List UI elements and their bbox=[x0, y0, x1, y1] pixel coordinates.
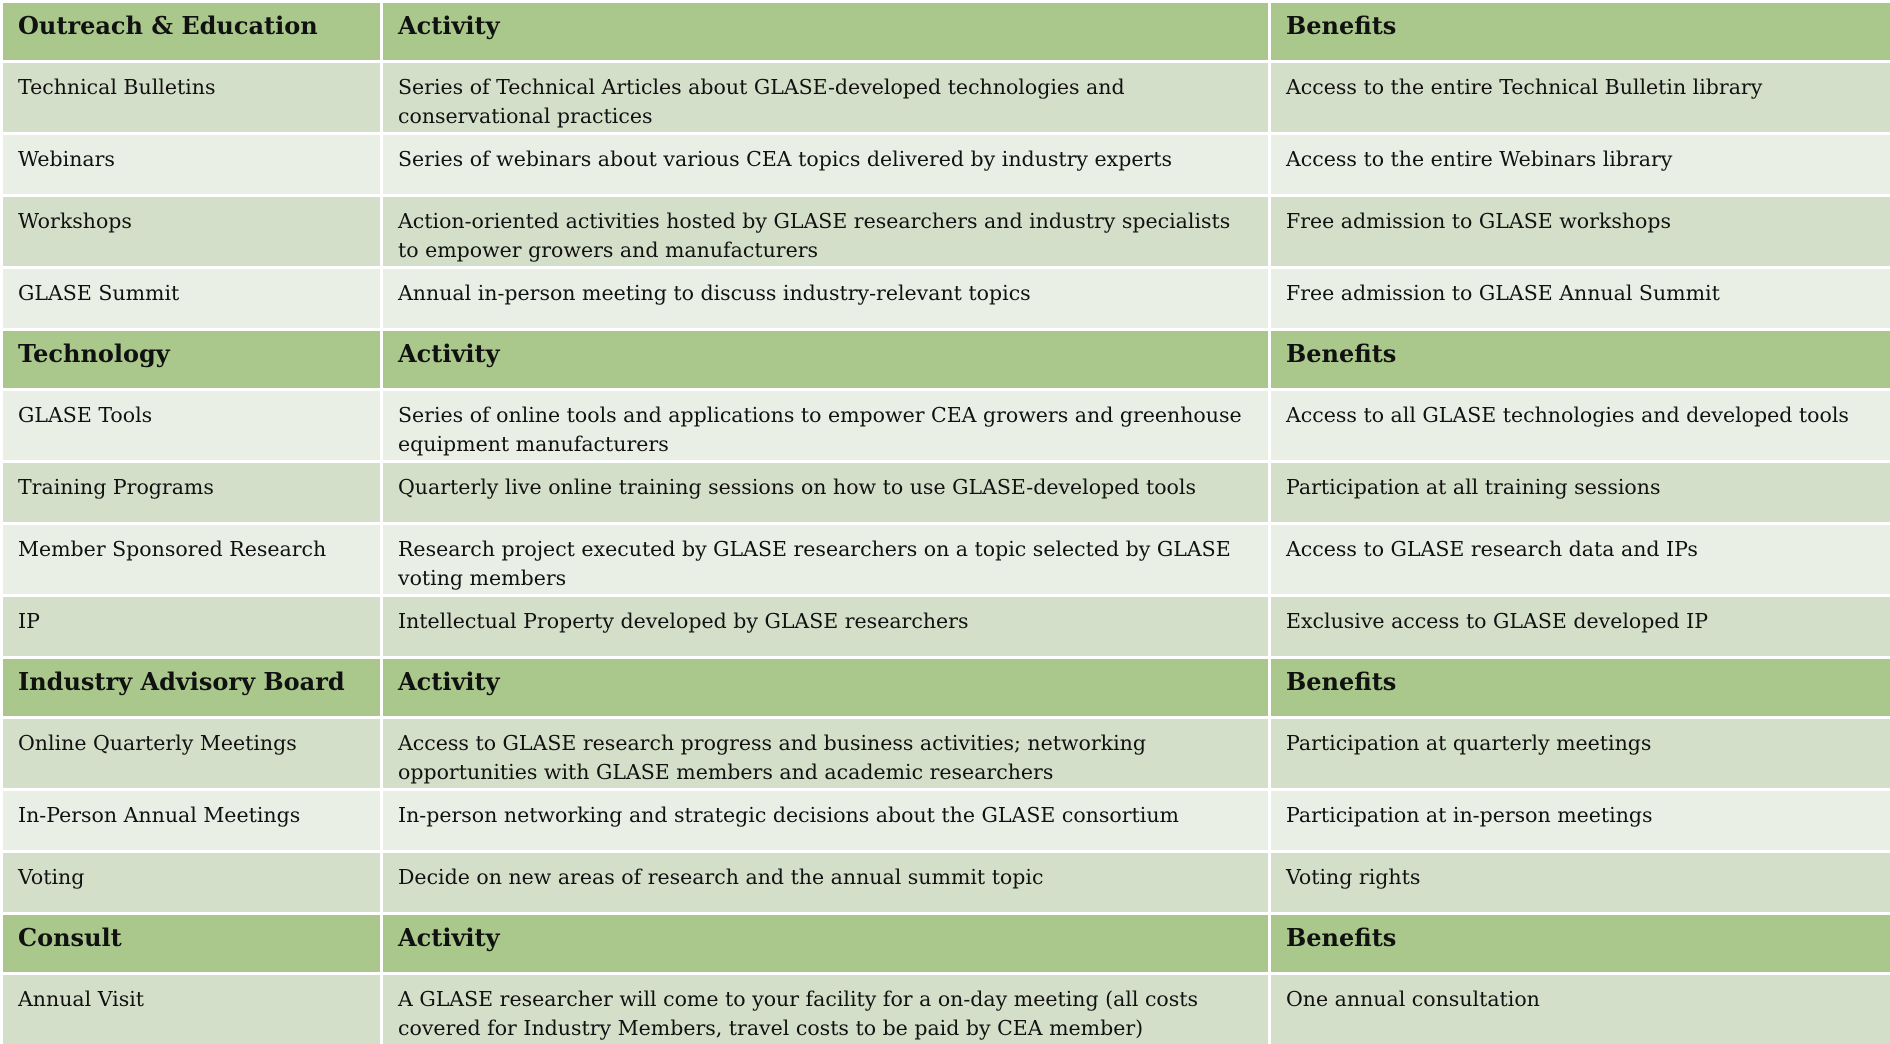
table-row bbox=[2, 62, 1890, 134]
table-row bbox=[2, 134, 1890, 196]
table-row bbox=[2, 974, 1890, 1044]
row-activity: Access to GLASE research progress and business activities; networking opportunities with GLASE members and academic researchers bbox=[382, 718, 1270, 790]
section-title: Technology bbox=[2, 330, 382, 390]
table-row bbox=[2, 718, 1890, 790]
column-header-activity: Activity bbox=[382, 658, 1270, 718]
section-title: Consult bbox=[2, 914, 382, 974]
table-row bbox=[2, 268, 1890, 330]
row-activity: Series of Technical Articles about GLASE-developed technologies and conservational practices bbox=[382, 62, 1270, 134]
row-activity: In-person networking and strategic decisions about the GLASE consortium bbox=[382, 790, 1270, 852]
column-header-benefits: Benefits bbox=[1270, 658, 1890, 718]
row-name: GLASE Summit bbox=[2, 268, 382, 330]
table-row bbox=[2, 852, 1890, 914]
row-activity: Quarterly live online training sessions on how to use GLASE-developed tools bbox=[382, 462, 1270, 524]
row-name: In-Person Annual Meetings bbox=[2, 790, 382, 852]
row-benefits: Free admission to GLASE workshops bbox=[1270, 196, 1890, 268]
table-row bbox=[2, 524, 1890, 596]
row-name: Webinars bbox=[2, 134, 382, 196]
row-activity: A GLASE researcher will come to your facility for a on-day meeting (all costs covered for Industry Members, travel costs to be paid by CEA member) bbox=[382, 974, 1270, 1044]
row-benefits: Exclusive access to GLASE developed IP bbox=[1270, 596, 1890, 658]
row-name: Member Sponsored Research bbox=[2, 524, 382, 596]
section-header-technology bbox=[2, 330, 1890, 390]
column-header-activity: Activity bbox=[382, 330, 1270, 390]
table-row bbox=[2, 462, 1890, 524]
row-benefits: Access to the entire Webinars library bbox=[1270, 134, 1890, 196]
table-row bbox=[2, 790, 1890, 852]
section-header-consult bbox=[2, 914, 1890, 974]
row-benefits: Access to the entire Technical Bulletin library bbox=[1270, 62, 1890, 134]
column-header-benefits: Benefits bbox=[1270, 2, 1890, 62]
row-name: Online Quarterly Meetings bbox=[2, 718, 382, 790]
column-header-benefits: Benefits bbox=[1270, 330, 1890, 390]
row-benefits: Participation at quarterly meetings bbox=[1270, 718, 1890, 790]
row-name: IP bbox=[2, 596, 382, 658]
row-name: Technical Bulletins bbox=[2, 62, 382, 134]
section-title: Outreach & Education bbox=[2, 2, 382, 62]
row-activity: Series of online tools and applications to empower CEA growers and greenhouse equipment manufacturers bbox=[382, 390, 1270, 462]
row-name: Workshops bbox=[2, 196, 382, 268]
table-row bbox=[2, 390, 1890, 462]
row-benefits: Access to all GLASE technologies and developed tools bbox=[1270, 390, 1890, 462]
column-header-activity: Activity bbox=[382, 2, 1270, 62]
row-activity: Series of webinars about various CEA topics delivered by industry experts bbox=[382, 134, 1270, 196]
row-benefits: Free admission to GLASE Annual Summit bbox=[1270, 268, 1890, 330]
column-header-benefits: Benefits bbox=[1270, 914, 1890, 974]
row-benefits: Access to GLASE research data and IPs bbox=[1270, 524, 1890, 596]
section-header-outreach bbox=[2, 2, 1890, 62]
row-benefits: Voting rights bbox=[1270, 852, 1890, 914]
row-name: Training Programs bbox=[2, 462, 382, 524]
row-activity: Annual in-person meeting to discuss industry-relevant topics bbox=[382, 268, 1270, 330]
column-header-activity: Activity bbox=[382, 914, 1270, 974]
row-activity: Action-oriented activities hosted by GLASE researchers and industry specialists to empower growers and manufacturers bbox=[382, 196, 1270, 268]
row-benefits: Participation at in-person meetings bbox=[1270, 790, 1890, 852]
row-name: Annual Visit bbox=[2, 974, 382, 1044]
section-title: Industry Advisory Board bbox=[2, 658, 382, 718]
table-row bbox=[2, 596, 1890, 658]
row-benefits: Participation at all training sessions bbox=[1270, 462, 1890, 524]
table-row bbox=[2, 196, 1890, 268]
row-activity: Research project executed by GLASE researchers on a topic selected by GLASE voting members bbox=[382, 524, 1270, 596]
row-activity: Decide on new areas of research and the annual summit topic bbox=[382, 852, 1270, 914]
row-name: GLASE Tools bbox=[2, 390, 382, 462]
section-header-advisory-board bbox=[2, 658, 1890, 718]
row-benefits: One annual consultation bbox=[1270, 974, 1890, 1044]
row-name: Voting bbox=[2, 852, 382, 914]
row-activity: Intellectual Property developed by GLASE researchers bbox=[382, 596, 1270, 658]
